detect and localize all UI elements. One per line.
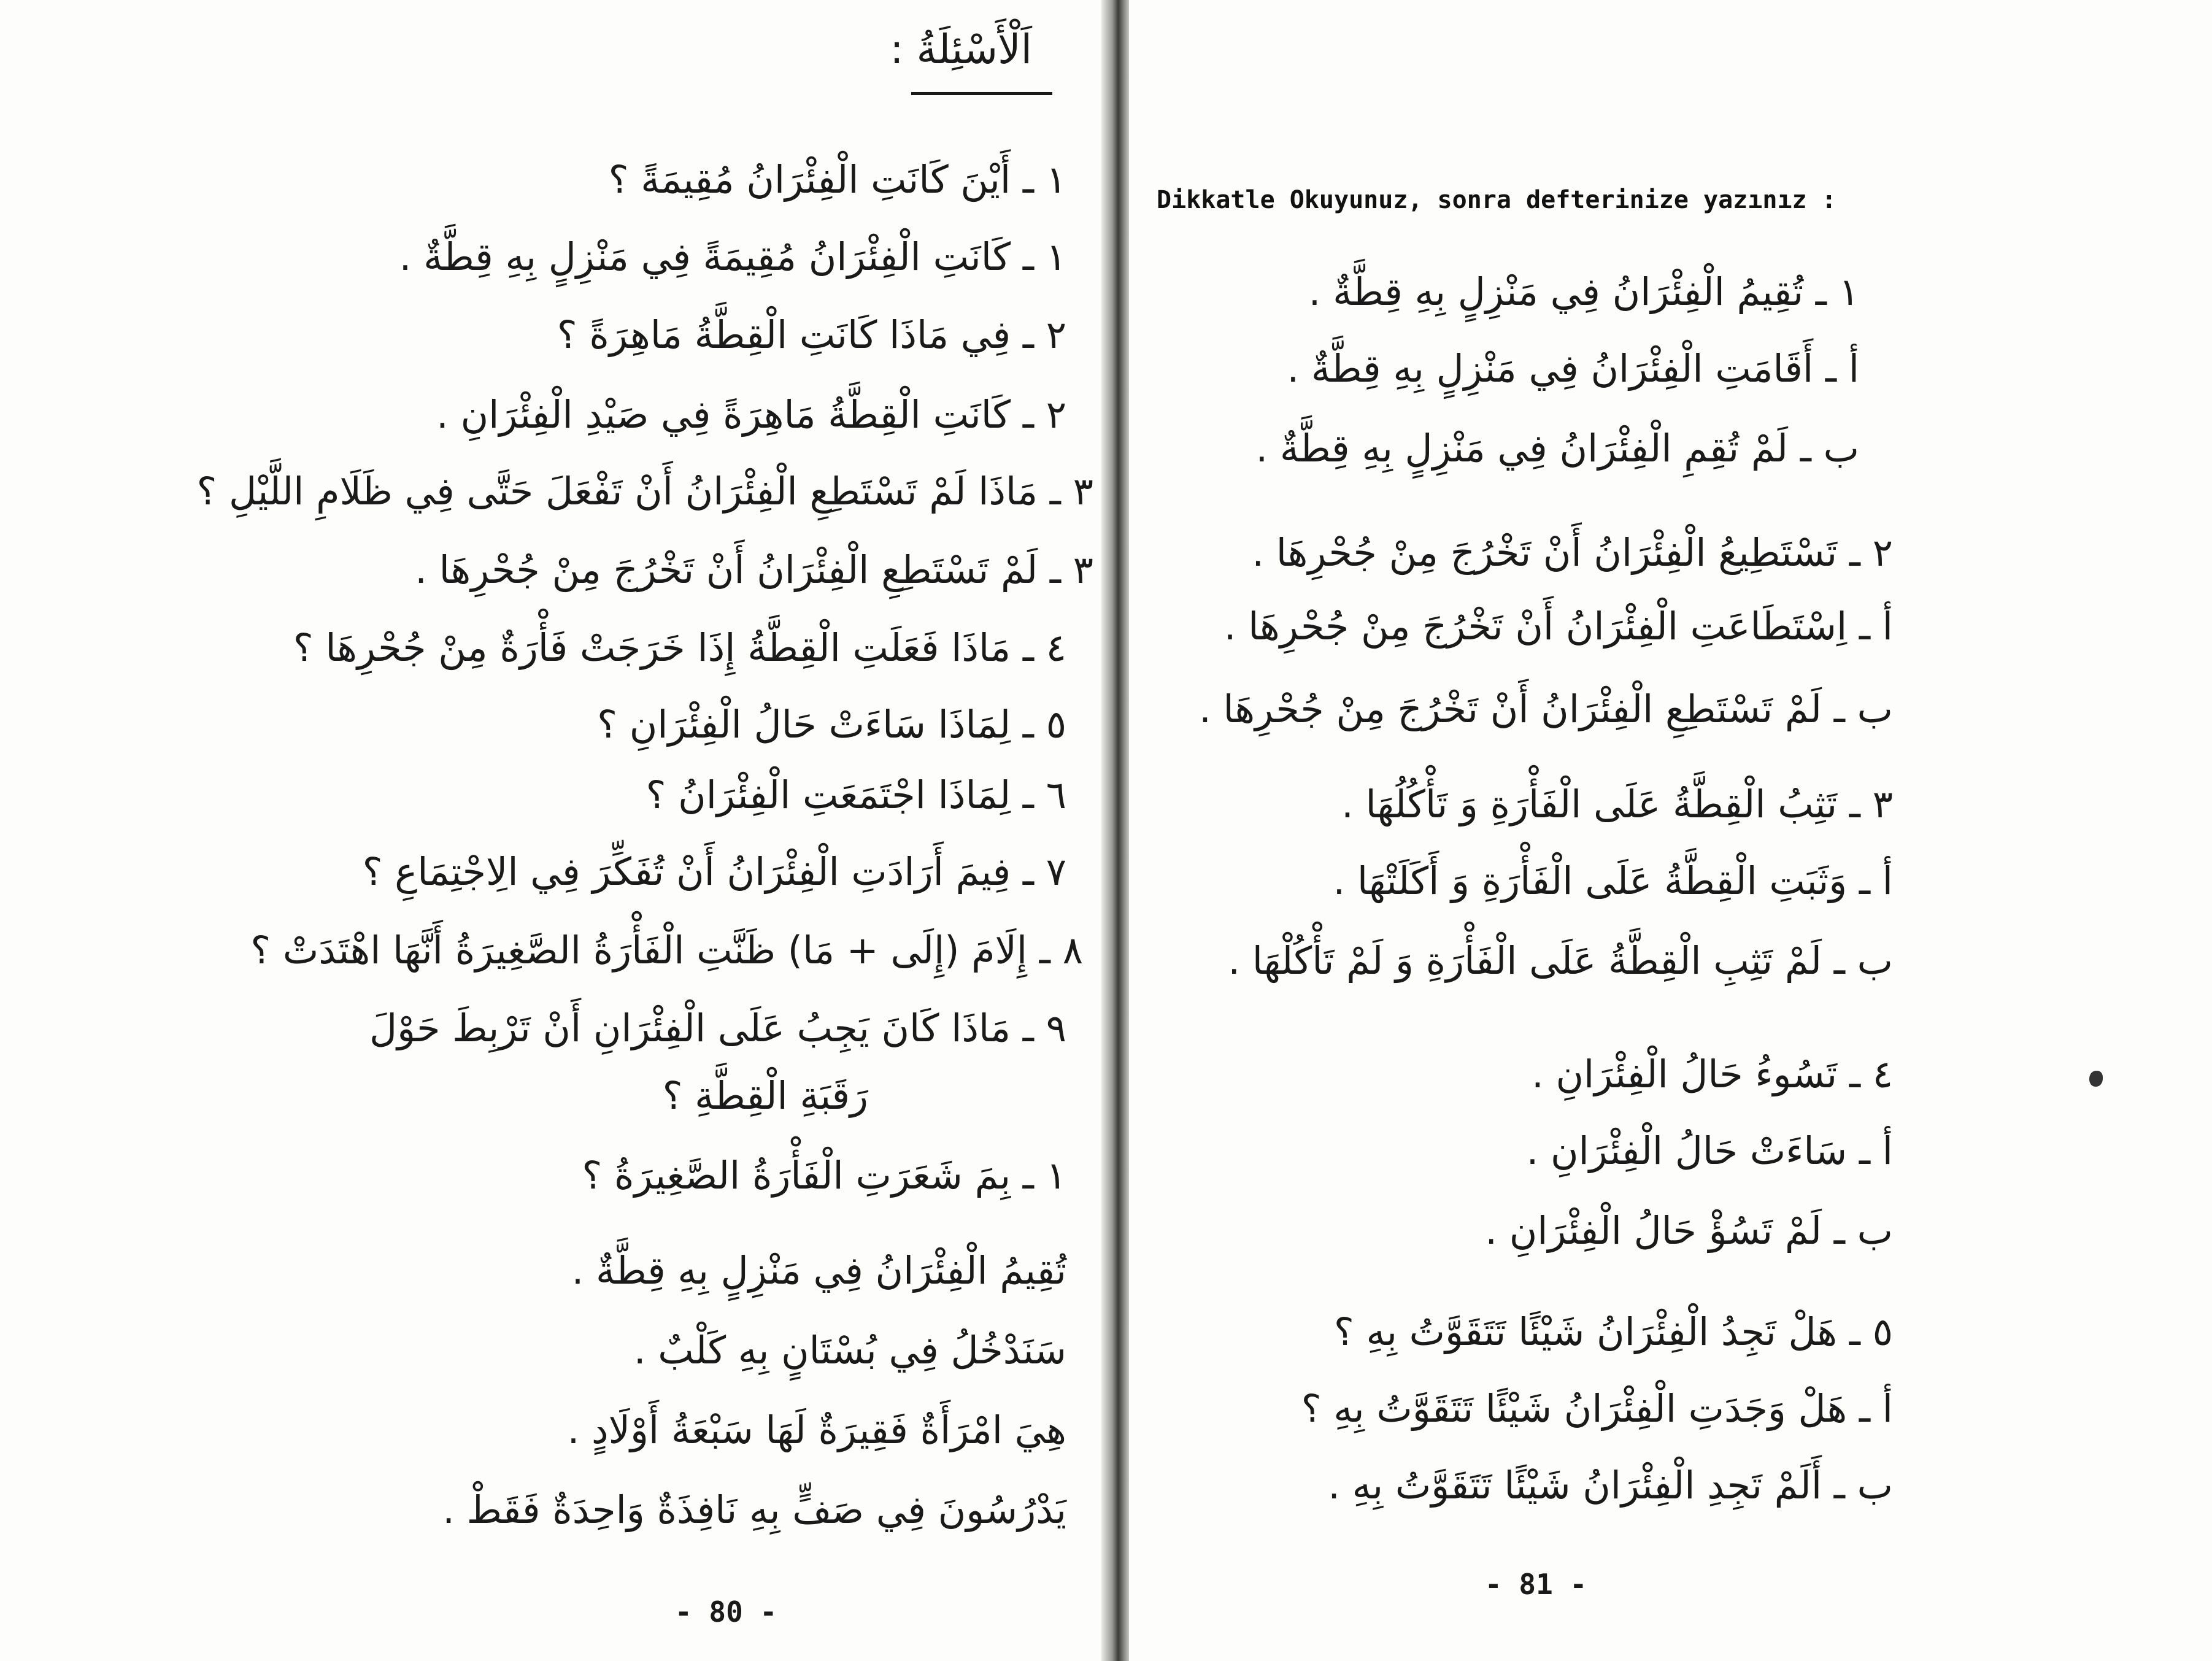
- example-sentence: سَنَدْخُلُ فِي بُسْتَانٍ بِهِ كَلْبٌ .: [633, 1328, 1066, 1373]
- left-line: ٩ ـ مَاذَا كَانَ يَجِبُ عَلَى الْفِئْرَانِ أَنْ تَرْبِطَ حَوْلَ: [369, 1006, 1066, 1050]
- left-line: ١ ـ أَيْنَ كَانَتِ الْفِئْرَانُ مُقِيمَةً ؟: [608, 157, 1066, 202]
- right-line: ب ـ لَمْ تَثِبِ الْقِطَّةُ عَلَى الْفَأْرَةِ وَ لَمْ تَأْكُلْهَا .: [1228, 938, 1893, 983]
- example-sentence: تُقِيمُ الْفِئْرَانُ فِي مَنْزِلٍ بِهِ قِطَّةٌ .: [571, 1248, 1066, 1293]
- left-line: ١ ـ كَانَتِ الْفِئْرَانُ مُقِيمَةً فِي مَنْزِلٍ بِهِ قِطَّةٌ .: [399, 234, 1066, 279]
- right-line: أ ـ أَقَامَتِ الْفِئْرَانُ فِي مَنْزِلٍ بِهِ قِطَّةٌ .: [1287, 346, 1859, 391]
- left-line: ٣ ـ مَاذَا لَمْ تَسْتَطِعِ الْفِئْرَانُ أَنْ تَفْعَلَ حَتَّى فِي ظَلَامِ اللَّيْلِ ؟: [196, 469, 1093, 514]
- left-line: ٢ ـ كَانَتِ الْقِطَّةُ مَاهِرَةً فِي صَيْدِ الْفِئْرَانِ .: [436, 392, 1066, 437]
- right-line: أ ـ وَثَبَتِ الْقِطَّةُ عَلَى الْفَأْرَةِ وَ أَكَلَتْهَا .: [1333, 858, 1893, 903]
- example-sentence: يَدْرُسُونَ فِي صَفٍّ بِهِ نَافِذَةٌ وَاحِدَةٌ فَقَطْ .: [442, 1487, 1066, 1532]
- heading-underline: [911, 92, 1052, 95]
- left-line: ٨ ـ إِلَامَ (إِلَى + مَا) ظَنَّتِ الْفَأْرَةُ الصَّغِيرَةُ أَنَّهَا اهْتَدَتْ ؟: [250, 928, 1083, 973]
- left-line: ٥ ـ لِمَاذَا سَاءَتْ حَالُ الْفِئْرَانِ ؟: [597, 702, 1066, 747]
- left-line: رَقَبَةِ الْقِطَّةِ ؟: [662, 1073, 868, 1118]
- right-line: ٤ ـ تَسُوءُ حَالُ الْفِئْرَانِ .: [1532, 1052, 1893, 1096]
- right-line: ب ـ لَمْ تُقِمِ الْفِئْرَانُ فِي مَنْزِلٍ بِهِ قِطَّةٌ .: [1255, 426, 1859, 471]
- left-line: ٣ ـ لَمْ تَسْتَطِعِ الْفِئْرَانُ أَنْ تَخْرُجَ مِنْ جُحْرِهَا .: [415, 547, 1093, 592]
- right-line: ٣ ـ تَثِبُ الْقِطَّةُ عَلَى الْفَأْرَةِ وَ تَأْكُلُهَا .: [1341, 782, 1893, 827]
- page-number-left: - 80 -: [675, 1595, 777, 1628]
- page-number-right: - 81 -: [1485, 1568, 1587, 1601]
- right-line: أ ـ هَلْ وَجَدَتِ الْفِئْرَانُ شَيْئًا تَتَقَوَّتُ بِهِ ؟: [1301, 1386, 1893, 1431]
- ink-mark: [2089, 1071, 2103, 1087]
- right-line: ب ـ لَمْ تَسُؤْ حَالُ الْفِئْرَانِ .: [1485, 1208, 1893, 1253]
- left-line: ٢ ـ فِي مَاذَا كَانَتِ الْقِطَّةُ مَاهِرَةً ؟: [557, 312, 1066, 357]
- right-line: أ ـ اِسْتَطَاعَتِ الْفِئْرَانُ أَنْ تَخْرُجَ مِنْ جُحْرِهَا .: [1224, 604, 1893, 649]
- right-line: ب ـ لَمْ تَسْتَطِعِ الْفِئْرَانُ أَنْ تَخْرُجَ مِنْ جُحْرِهَا .: [1199, 687, 1893, 731]
- book-gutter: [1101, 0, 1132, 1661]
- left-line: ٧ ـ فِيمَ أَرَادَتِ الْفِئْرَانُ أَنْ تُفَكِّرَ فِي الِاجْتِمَاعِ ؟: [362, 849, 1066, 894]
- left-line: ١ ـ بِمَ شَعَرَتِ الْفَأْرَةُ الصَّغِيرَةُ ؟: [582, 1153, 1066, 1198]
- instruction-text: Dikkatle Okuyunuz, sonra defterinize yazınız :: [1157, 186, 1836, 214]
- right-line: ب ـ أَلَمْ تَجِدِ الْفِئْرَانُ شَيْئًا تَتَقَوَّتُ بِهِ .: [1328, 1463, 1893, 1508]
- right-line: أ ـ سَاءَتْ حَالُ الْفِئْرَانِ .: [1526, 1128, 1893, 1173]
- left-line: ٤ ـ مَاذَا فَعَلَتِ الْقِطَّةُ إِذَا خَرَجَتْ فَأْرَةٌ مِنْ جُحْرِهَا ؟: [293, 625, 1066, 670]
- example-sentence: هِيَ امْرَأَةٌ فَقِيرَةٌ لَهَا سَبْعَةُ أَوْلَادٍ .: [567, 1408, 1066, 1452]
- left-page: [0, 0, 1104, 1661]
- questions-heading: اَلْأَسْئِلَةُ :: [890, 26, 1032, 73]
- right-line: ٢ ـ تَسْتَطِيعُ الْفِئْرَانُ أَنْ تَخْرُجَ مِنْ جُحْرِهَا .: [1252, 530, 1893, 575]
- right-line: ١ ـ تُقِيمُ الْفِئْرَانُ فِي مَنْزِلٍ بِهِ قِطَّةٌ .: [1308, 269, 1859, 314]
- left-line: ٦ ـ لِمَاذَا اجْتَمَعَتِ الْفِئْرَانُ ؟: [645, 773, 1066, 817]
- right-line: ٥ ـ هَلْ تَجِدُ الْفِئْرَانُ شَيْئًا تَتَقَوَّتُ بِهِ ؟: [1333, 1309, 1893, 1354]
